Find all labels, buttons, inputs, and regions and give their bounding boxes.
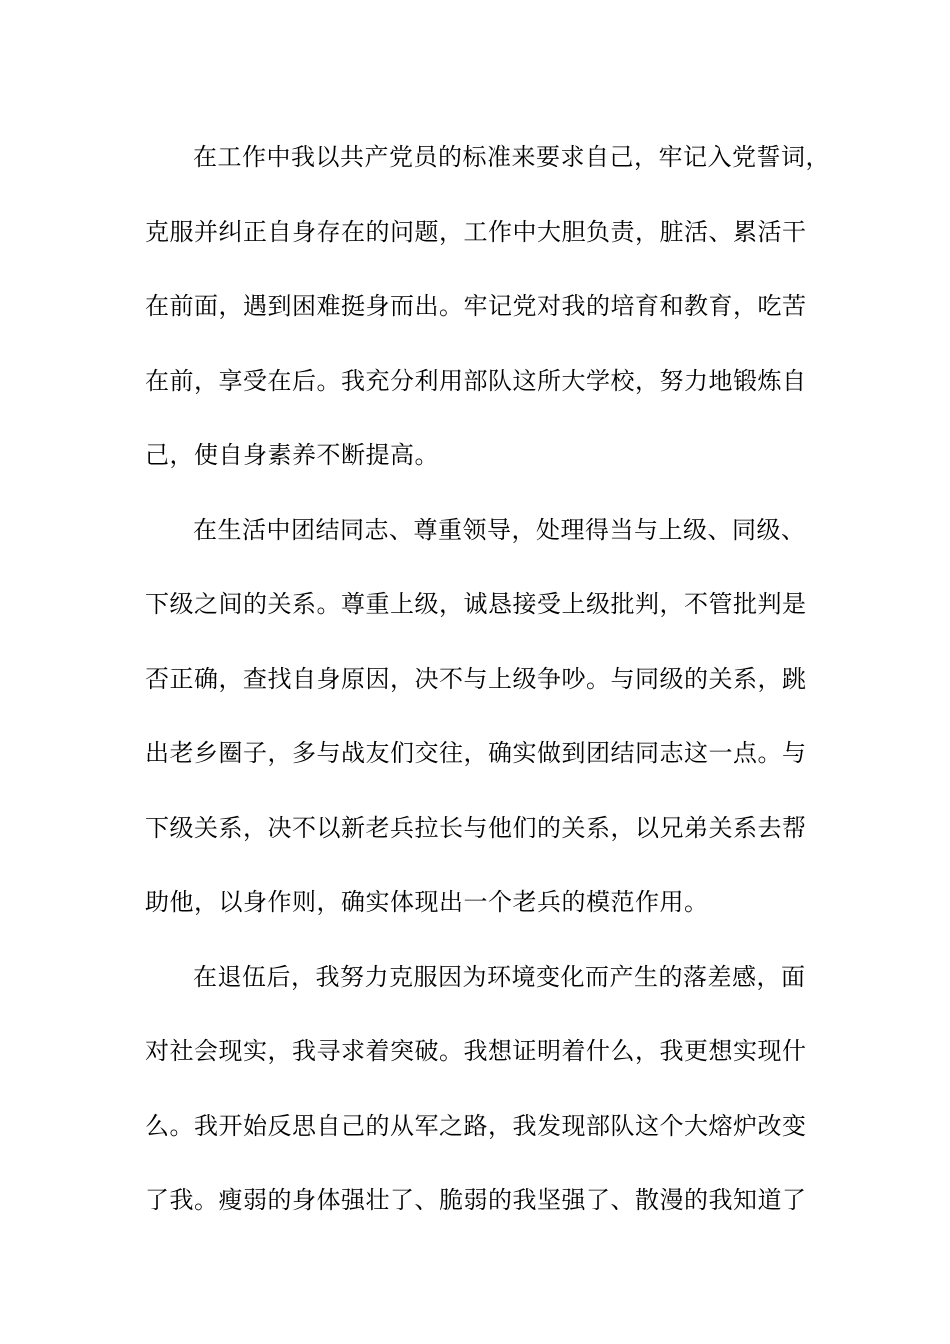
paragraph-work [145, 120, 830, 493]
text-line: 己，使自身素养不断提高。 [145, 441, 439, 469]
document-body [145, 120, 830, 1238]
text-line: 克服并纠正自身存在的问题，工作中大胆负责，脏活、累活干 [145, 217, 807, 246]
text-line: 在前，享受在后。我充分利用部队这所大学校，努力地锻炼自 [145, 366, 807, 395]
paragraph-after-discharge [145, 940, 805, 1238]
text-line: 下级之间的关系。尊重上级，诚恳接受上级批判，不管批判是 [145, 590, 807, 618]
text-line: 在生活中团结同志、尊重领导，处理得当与上级、同级、 [193, 515, 806, 544]
paragraph-life [145, 493, 805, 940]
text-line: 否正确，查找自身原因，决不与上级争吵。与同级的关系，跳 [145, 664, 807, 693]
text-line: 助他，以身作则，确实体现出一个老兵的模范作用。 [145, 888, 709, 916]
text-line: 在退伍后，我努力克服因为环境变化而产生的落差感，面 [193, 962, 806, 991]
text-line: 么。我开始反思自己的从军之路，我发现部队这个大熔炉改变 [145, 1111, 807, 1140]
text-line: 在工作中我以共产党员的标准来要求自己，牢记入党誓词， [193, 143, 830, 171]
text-line: 下级关系，决不以新老兵拉长与他们的关系，以兄弟关系去帮 [145, 813, 807, 842]
text-line: 在前面，遇到困难挺身而出。牢记党对我的培育和教育，吃苦 [145, 292, 807, 320]
text-line: 对社会现实，我寻求着突破。我想证明着什么，我更想实现什 [145, 1037, 807, 1065]
text-line: 出老乡圈子，多与战友们交往，确实做到团结同志这一点。与 [145, 739, 807, 767]
text-line: 了我。瘦弱的身体强壮了、脆弱的我坚强了、散漫的我知道了 [145, 1186, 807, 1214]
